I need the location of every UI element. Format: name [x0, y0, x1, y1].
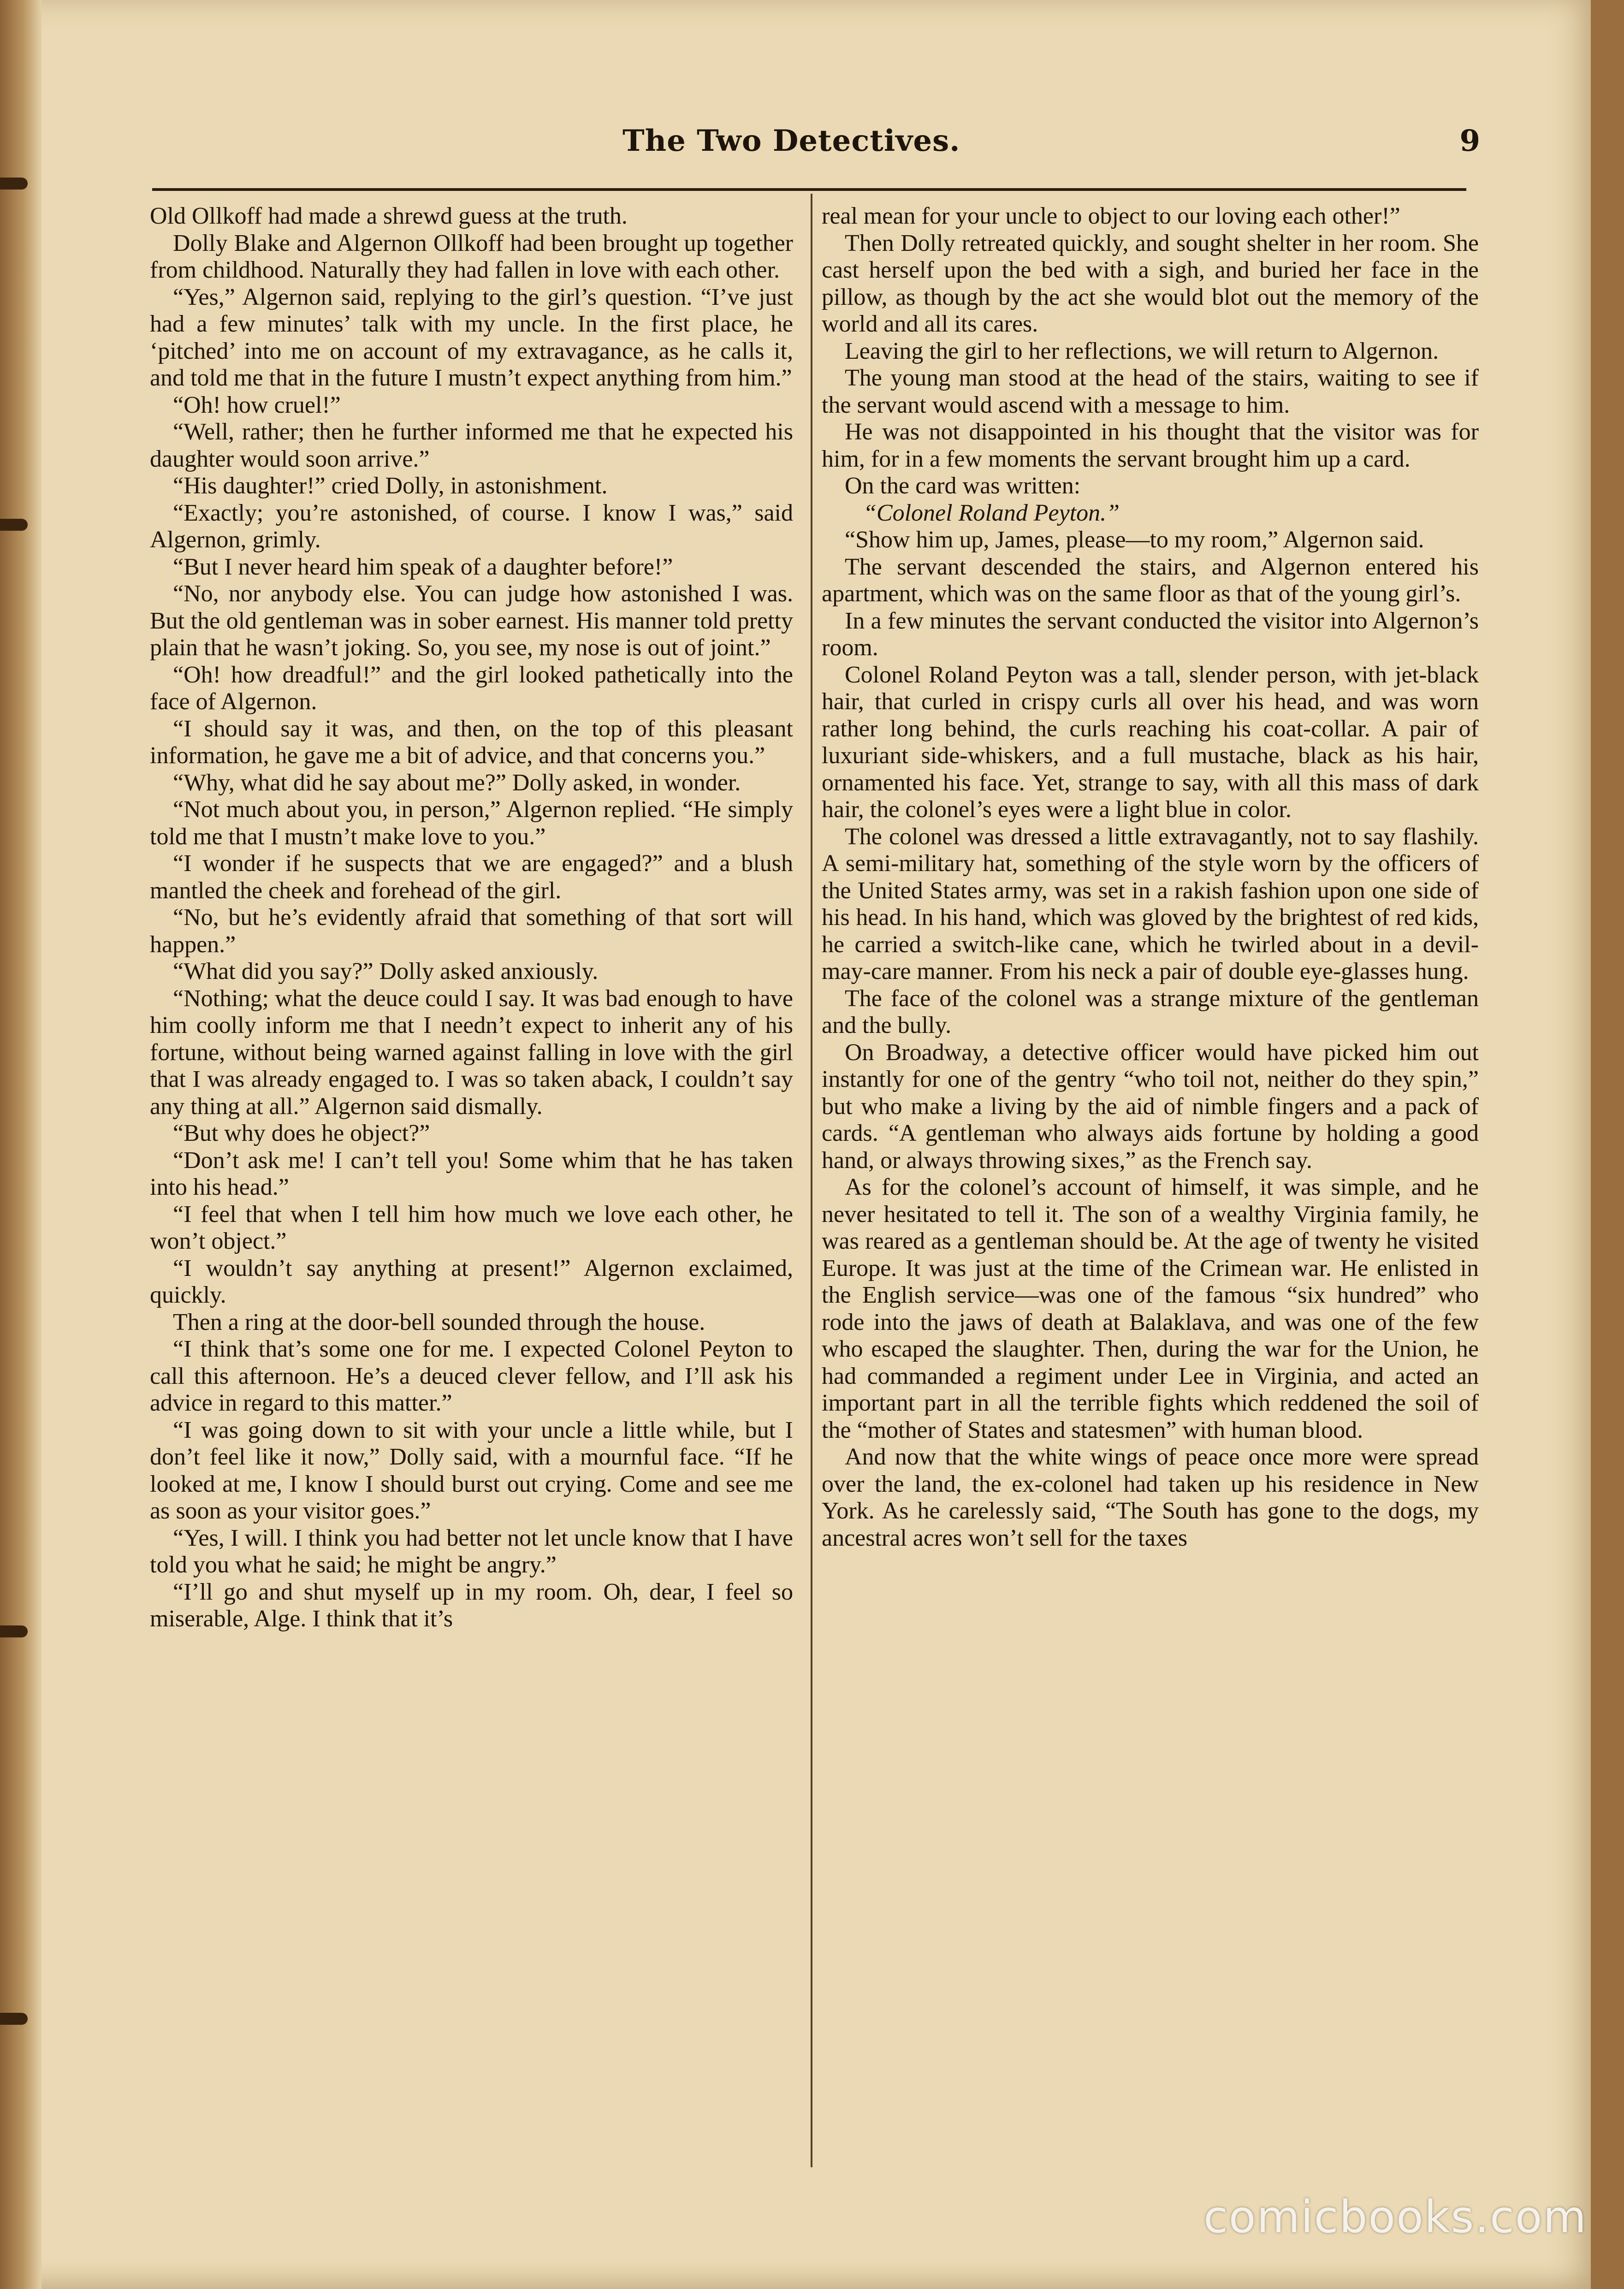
column-divider — [811, 194, 812, 2167]
paragraph: “I was going down to sit with your uncle a little while, but I don’t feel like it now,” Dolly said, with a mournful face. “If he looked at me, I know I should burst out crying. Come and see me as soon as your visitor goes.” — [150, 1417, 793, 1524]
paragraph: “Nothing; what the deuce could I say. It was bad enough to have him coolly inform me that I needn’t expect to inherit any of his fortune, without being warned against falling in love with the girl that I was already engaged to. I was so taken aback, I couldn’t say any thing at all.” Algernon said dismally. — [150, 985, 793, 1120]
watermark: comicbooks.com — [1203, 2191, 1587, 2243]
paragraph: “I’ll go and shut myself up in my room. Oh, dear, I feel so miserable, Alge. I think that it’s — [150, 1578, 793, 1632]
paragraph: “I wouldn’t say anything at present!” Algernon exclaimed, quickly. — [150, 1255, 793, 1308]
paragraph: And now that the white wings of peace once more were spread over the land, the ex-colonel had taken up his residence in New York. As he carelessly said, “The South has gone to the dogs, my ancestral acres won’t sell for the taxes — [822, 1444, 1479, 1551]
paragraph: The face of the colonel was a strange mixture of the gentleman and the bully. — [822, 985, 1479, 1038]
binding-hole — [0, 1625, 28, 1637]
paragraph: “I wonder if he suspects that we are engaged?” and a blush mantled the cheek and forehead of the girl. — [150, 850, 793, 904]
paragraph: “Show him up, James, please—to my room,” Algernon said. — [845, 527, 1424, 553]
paragraph: Then Dolly retreated quickly, and sought shelter in her room. She cast herself upon the bed with a sigh, and buried her face in the pillow, as though by the act she would blot out the memory of the world and all its cares. — [822, 230, 1479, 337]
paragraph: On Broadway, a detective officer would have picked him out instantly for one of the gentry “who toil not, neither do they spin,” but who make a living by the aid of nimble fingers and a pack of cards. “A gentleman who always aids fortune by holding a good hand, or always throwing sixes,” as the French say. — [822, 1039, 1479, 1174]
binding-hole — [0, 2013, 28, 2025]
paragraph: “I think that’s some one for me. I expected Colonel Peyton to call this afternoon. He’s a deuced clever fellow, and I’ll ask his advice in regard to this matter.” — [150, 1336, 793, 1416]
paragraph: “I should say it was, and then, on the top of this pleasant information, he gave me a bit of advice, and that concerns you.” — [150, 715, 793, 769]
left-column — [150, 203, 793, 1633]
paragraph: “Don’t ask me! I can’t tell you! Some whim that he has taken into his head.” — [150, 1147, 793, 1200]
card-name: “Colonel Roland Peyton.” — [863, 499, 1120, 526]
paragraph: “What did you say?” Dolly asked anxiously. — [173, 958, 599, 984]
paragraph: “I feel that when I tell him how much we love each other, he won’t object.” — [150, 1201, 793, 1254]
page-number: 9 — [1459, 124, 1480, 158]
binding-hole — [0, 178, 28, 190]
paragraph: Leaving the girl to her reflections, we will return to Algernon. — [845, 338, 1439, 364]
right-column — [822, 203, 1479, 1552]
running-header — [157, 124, 1480, 174]
header-rule — [152, 188, 1466, 191]
paragraph: Colonel Roland Peyton was a tall, slender person, with jet-black hair, that curled in crispy curls all over his head, and was worn rather long behind, the curls reaching his coat-collar. A pair of luxuriant side-whiskers, and a full mustache, black as his hair, ornamented his face. Yet, strange to say, with all this mass of dark hair, the colonel’s eyes were a light blue in color. — [822, 661, 1479, 823]
paragraph: Old Ollkoff had made a shrewd guess at the truth. — [150, 203, 628, 229]
paragraph: “But why does he object?” — [173, 1120, 430, 1146]
paragraph: “No, but he’s evidently afraid that something of that sort will happen.” — [150, 904, 793, 958]
paragraph: The colonel was dressed a little extravagantly, not to say flashily. A semi-military hat, something of the style worn by the officers of the United States army, was set in a rakish fashion upon one side of his head. In his hand, which was gloved by the brightest of red kids, he carried a switch-like cane, which he twirled about in a devil-may-care manner. From his neck a pair of double eye-glasses hung. — [822, 823, 1479, 984]
binding-spine — [0, 0, 41, 2289]
running-title: The Two Detectives. — [622, 124, 960, 158]
paragraph: The servant descended the stairs, and Algernon entered his apartment, which was on the same floor as that of the young girl’s. — [822, 553, 1479, 607]
paragraph: “No, nor anybody else. You can judge how astonished I was. But the old gentleman was in sober earnest. His manner told pretty plain that he wasn’t joking. So, you see, my nose is out of joint.” — [150, 581, 793, 661]
paragraph: As for the colonel’s account of himself, it was simple, and he never hesitated to tell it. The son of a wealthy Virginia family, he was reared as a gentleman should be. At the age of twenty he visited Europe. It was just at the time of the Crimean war. He enlisted in the English service—was one of the famous “six hundred” who rode into the jaws of death at Balaklava, and was one of the few who escaped the slaughter. Then, during the war for the Union, he had commanded a regiment under Lee in Virginia, and acted an important part in all the terrible fights which reddened the soil of the “mother of States and statesmen” with human blood. — [822, 1174, 1479, 1443]
paragraph: “Oh! how dreadful!” and the girl looked pathetically into the face of Algernon. — [150, 661, 793, 715]
card-text — [822, 500, 1479, 527]
binding-hole — [0, 519, 28, 531]
paragraph: “Well, rather; then he further informed me that he expected his daughter would soon arrive.” — [150, 419, 793, 472]
paragraph: On the card was written: — [845, 473, 1081, 499]
paragraph: In a few minutes the servant conducted the visitor into Algernon’s room. — [822, 607, 1479, 661]
paragraph: Then a ring at the door-bell sounded through the house. — [173, 1309, 705, 1335]
paragraph: Dolly Blake and Algernon Ollkoff had been brought up together from childhood. Naturally they had fallen in love with each other. — [150, 230, 793, 283]
paragraph: “Not much about you, in person,” Algernon replied. “He simply told me that I mustn’t make love to you.” — [150, 796, 793, 850]
paragraph: “Why, what did he say about me?” Dolly asked, in wonder. — [173, 769, 741, 796]
paragraph: “Oh! how cruel!” — [173, 391, 341, 418]
paragraph: He was not disappointed in his thought that the visitor was for him, for in a few moments the servant brought him up a card. — [822, 419, 1479, 472]
paragraph: “His daughter!” cried Dolly, in astonishment. — [173, 473, 608, 499]
paragraph: The young man stood at the head of the stairs, waiting to see if the servant would ascend with a message to him. — [822, 365, 1479, 418]
paragraph: “But I never heard him speak of a daughter before!” — [173, 553, 673, 580]
paragraph: “Yes,” Algernon said, replying to the girl’s question. “I’ve just had a few minutes’ talk with my uncle. In the first place, he ‘pitched’ into me on account of my extravagance, as he calls it, and told me that in the future I mustn’t expect anything from him.” — [150, 284, 793, 391]
paragraph: real mean for your uncle to object to our loving each other!” — [822, 203, 1400, 229]
paragraph: “Yes, I will. I think you had better not let uncle know that I have told you what he said; he might be angry.” — [150, 1524, 793, 1578]
paragraph: “Exactly; you’re astonished, of course. I know I was,” said Algernon, grimly. — [150, 499, 793, 553]
